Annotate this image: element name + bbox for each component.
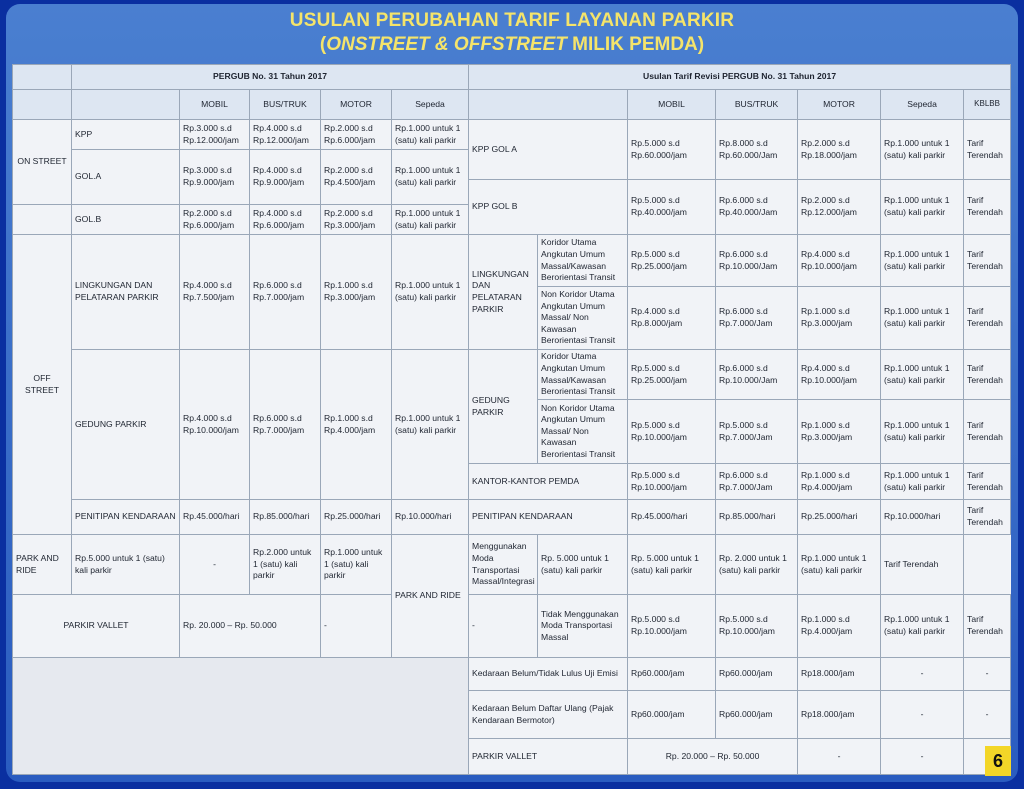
cell: Rp.5.000 s.d Rp.40.000/jam: [628, 180, 716, 235]
cell: Tarif Terendah: [964, 120, 1011, 180]
cell: Rp.1.000 untuk 1 (satu) kali parkir: [881, 464, 964, 500]
cell: -: [964, 691, 1011, 739]
cell: Rp.1.000 untuk 1 (satu) kali parkir: [881, 595, 964, 658]
row-label: KPP GOL B: [469, 180, 628, 235]
cell: Rp.4.000 s.d Rp.10.000/jam: [180, 350, 250, 500]
cell: Rp.1.000 s.d Rp.3.000/jam: [798, 287, 881, 350]
cell: Rp.5.000 s.d Rp.10.000/jam: [628, 400, 716, 464]
cell: Rp.1.000 untuk 1 (satu) kali parkir: [881, 350, 964, 400]
cell: Rp.6.000 s.d Rp.7.000/Jam: [716, 464, 798, 500]
header-blank-3: [469, 90, 628, 120]
cell: Rp.1.000 untuk 1 (satu) kali parkir: [392, 120, 469, 150]
row-label: Kedaraan Belum Daftar Ulang (Pajak Kendaraan Bermotor): [469, 691, 628, 739]
cell: Rp.25.000/hari: [321, 500, 392, 535]
sub-label: Non Koridor Utama Angkutan Umum Massal/ Non Kawasan Berorientasi Transit: [538, 287, 628, 350]
table-row: [13, 350, 1011, 400]
cell: -: [964, 658, 1011, 691]
col-r-kblbb: KBLBB: [964, 90, 1011, 120]
right-group-header: Usulan Tarif Revisi PERGUB No. 31 Tahun 2017: [469, 65, 1011, 90]
cell: Tarif Terendah: [964, 464, 1011, 500]
cell: Tarif Terendah: [881, 535, 964, 595]
header-blank-1: [13, 90, 72, 120]
tariff-table: [12, 64, 1011, 775]
cell: Rp60.000/jam: [716, 691, 798, 739]
title-italic: ONSTREET & OFFSTREET: [326, 34, 567, 55]
cell: Rp.5.000 s.d Rp.25.000/jam: [628, 235, 716, 287]
cell: Rp.5.000 s.d Rp.10.000/jam: [628, 464, 716, 500]
row-label: PENITIPAN KENDARAAN: [72, 500, 180, 535]
header-blank-2: [72, 90, 180, 120]
row-label: PARK AND RIDE: [13, 535, 72, 595]
cell: Rp.4.000 s.d Rp.6.000/jam: [250, 205, 321, 235]
cell: Rp.1.000 untuk 1 (satu) kali parkir: [881, 400, 964, 464]
row-label: KPP: [72, 120, 180, 150]
col-motor: MOTOR: [321, 90, 392, 120]
row-label: GOL.A: [72, 150, 180, 205]
row-group-label: PARK AND RIDE: [392, 535, 469, 658]
on-street-label: ON STREET: [13, 120, 72, 205]
title-line-2: [10, 34, 1014, 56]
empty-block: [13, 658, 469, 775]
col-r-sepeda: Sepeda: [881, 90, 964, 120]
cell: Rp.4.000 s.d Rp.9.000/jam: [250, 150, 321, 205]
cell: Rp.5.000 s.d Rp.25.000/jam: [628, 350, 716, 400]
row-label: PARKIR VALLET: [13, 595, 180, 658]
row-group-label: LINGKUNGAN DAN PELATARAN PARKIR: [469, 235, 538, 350]
cell: Tarif Terendah: [964, 500, 1011, 535]
cell: Rp.10.000/hari: [881, 500, 964, 535]
cell: Rp.45.000/hari: [628, 500, 716, 535]
page-number: 6: [985, 746, 1011, 776]
cell: Rp.1.000 s.d Rp.4.000/jam: [321, 350, 392, 500]
on-street-filler: [13, 205, 72, 235]
cell: Rp.3.000 s.d Rp.12.000/jam: [180, 120, 250, 150]
cell: Rp. 5.000 untuk 1 (satu) kali parkir: [538, 535, 628, 595]
cell: Tarif Terendah: [964, 595, 1011, 658]
sub-label: Koridor Utama Angkutan Umum Massal/Kawasan Berorientasi Transit: [538, 350, 628, 400]
row-label: PARKIR VALLET: [469, 739, 628, 775]
cell: Rp.1.000 s.d Rp.3.000/jam: [798, 400, 881, 464]
cell: Rp.4.000 s.d Rp.10.000/jam: [798, 235, 881, 287]
cell: Rp.1.000 untuk 1 (satu) kali parkir: [392, 350, 469, 500]
cell: Tarif Terendah: [964, 287, 1011, 350]
cell: Rp.1.000 untuk 1 (satu) kali parkir: [798, 535, 881, 595]
row-label: Kedaraan Belum/Tidak Lulus Uji Emisi: [469, 658, 628, 691]
col-r-mobil: MOBIL: [628, 90, 716, 120]
table-row: [13, 120, 1011, 150]
cell: Rp.8.000 s.d Rp.60.000/Jam: [716, 120, 798, 180]
table-row: [13, 535, 1011, 595]
cell: Tarif Terendah: [964, 400, 1011, 464]
cell: Rp.2.000 s.d Rp.18.000/jam: [798, 120, 881, 180]
cell: Tarif Terendah: [964, 235, 1011, 287]
cell: Rp.4.000 s.d Rp.8.000/jam: [628, 287, 716, 350]
cell: Rp.85.000/hari: [716, 500, 798, 535]
cell: Rp60.000/jam: [716, 658, 798, 691]
slide-title: [10, 4, 1014, 64]
cell: Tarif Terendah: [964, 180, 1011, 235]
cell: Rp.1.000 untuk 1 (satu) kali parkir: [881, 180, 964, 235]
left-group-header: PERGUB No. 31 Tahun 2017: [72, 65, 469, 90]
sub-label: Non Koridor Utama Angkutan Umum Massal/ Non Kawasan Berorientasi Transit: [538, 400, 628, 464]
row-label: KANTOR-KANTOR PEMDA: [469, 464, 628, 500]
cell: Rp.6.000 s.d Rp.7.000/Jam: [716, 287, 798, 350]
cell: Rp.5.000 untuk 1 (satu) kali parkir: [72, 535, 180, 595]
cell: Rp60.000/jam: [628, 658, 716, 691]
header-row-1: [13, 65, 1011, 90]
cell: Rp.5.000 s.d Rp.10.000/jam: [628, 595, 716, 658]
cell: Rp.6.000 s.d Rp.10.000/Jam: [716, 235, 798, 287]
cell: Rp. 20.000 – Rp. 50.000: [628, 739, 798, 775]
row-label: GEDUNG PARKIR: [72, 350, 180, 500]
cell: Rp.2.000 s.d Rp.6.000/jam: [180, 205, 250, 235]
cell: Rp.1.000 untuk 1 (satu) kali parkir: [392, 150, 469, 205]
row-group-label: GEDUNG PARKIR: [469, 350, 538, 464]
cell: -: [881, 739, 964, 775]
col-bus-truk: BUS/TRUK: [250, 90, 321, 120]
cell: Rp.4.000 s.d Rp.7.500/jam: [180, 235, 250, 350]
cell: Rp.2.000 s.d Rp.4.500/jam: [321, 150, 392, 205]
header-row-2: [13, 90, 1011, 120]
cell: Rp. 20.000 – Rp. 50.000: [180, 595, 321, 658]
sub-label: Tidak Menggunakan Moda Transportasi Massal: [538, 595, 628, 658]
sub-label: Koridor Utama Angkutan Umum Massal/Kawasan Berorientasi Transit: [538, 235, 628, 287]
cell: Rp.5.000 s.d Rp.60.000/jam: [628, 120, 716, 180]
cell: -: [180, 535, 250, 595]
cell: Rp.6.000 s.d Rp.7.000/jam: [250, 235, 321, 350]
cell: Rp. 2.000 untuk 1 (satu) kali parkir: [716, 535, 798, 595]
row-label: LINGKUNGAN DAN PELATARAN PARKIR: [72, 235, 180, 350]
cell: Rp.1.000 s.d Rp.4.000/jam: [798, 595, 881, 658]
cell: Rp.1.000 untuk 1 (satu) kali parkir: [881, 287, 964, 350]
off-street-label: OFF STREET: [13, 235, 72, 535]
col-sepeda: Sepeda: [392, 90, 469, 120]
table-row: [13, 595, 1011, 658]
title-rest: MILIK PEMDA): [566, 34, 705, 55]
cell: Rp.6.000 s.d Rp.10.000/Jam: [716, 350, 798, 400]
title-paren: (: [319, 34, 327, 55]
col-r-bus-truk: BUS/TRUK: [716, 90, 798, 120]
table-row: [13, 500, 1011, 535]
cell: Rp18.000/jam: [798, 658, 881, 691]
cell: Rp.1.000 untuk 1 (satu) kali parkir: [392, 235, 469, 350]
cell: Rp.1.000 s.d Rp.4.000/jam: [798, 464, 881, 500]
cell: Rp.4.000 s.d Rp.10.000/jam: [798, 350, 881, 400]
cell: Rp.10.000/hari: [392, 500, 469, 535]
col-r-motor: MOTOR: [798, 90, 881, 120]
cell: Rp60.000/jam: [628, 691, 716, 739]
cell: Rp.5.000 s.d Rp.10.000/jam: [716, 595, 798, 658]
header-corner: [13, 65, 72, 90]
cell: Rp.1.000 s.d Rp.3.000/jam: [321, 235, 392, 350]
cell: Rp.5.000 s.d Rp.7.000/Jam: [716, 400, 798, 464]
cell: Rp.1.000 untuk 1 (satu) kali parkir: [881, 235, 964, 287]
cell: Rp.2.000 s.d Rp.3.000/jam: [321, 205, 392, 235]
row-label: PENITIPAN KENDARAAN: [469, 500, 628, 535]
row-label: GOL.B: [72, 205, 180, 235]
cell: Rp.3.000 s.d Rp.9.000/jam: [180, 150, 250, 205]
col-mobil: MOBIL: [180, 90, 250, 120]
cell: Rp.2.000 untuk 1 (satu) kali parkir: [250, 535, 321, 595]
table-row: [13, 658, 1011, 691]
cell: Rp.2.000 s.d Rp.12.000/jam: [798, 180, 881, 235]
cell: Rp.25.000/hari: [798, 500, 881, 535]
cell: Rp.1.000 untuk 1 (satu) kali parkir: [392, 205, 469, 235]
sub-label: Menggunakan Moda Transportasi Massal/Integrasi: [469, 535, 538, 595]
cell: -: [321, 595, 392, 658]
cell: Rp.45.000/hari: [180, 500, 250, 535]
cell: Rp. 5.000 untuk 1 (satu) kali parkir: [628, 535, 716, 595]
cell: -: [881, 658, 964, 691]
cell: Rp.2.000 s.d Rp.6.000/jam: [321, 120, 392, 150]
cell: -: [881, 691, 964, 739]
title-line-1: USULAN PERUBAHAN TARIF LAYANAN PARKIR: [289, 10, 735, 31]
table-row: [13, 235, 1011, 287]
row-label: KPP GOL A: [469, 120, 628, 180]
cell: Rp.1.000 untuk 1 (satu) kali parkir: [881, 120, 964, 180]
cell: Rp.85.000/hari: [250, 500, 321, 535]
cell: Rp.6.000 s.d Rp.40.000/Jam: [716, 180, 798, 235]
cell: Tarif Terendah: [964, 350, 1011, 400]
cell: -: [469, 595, 538, 658]
cell: Rp18.000/jam: [798, 691, 881, 739]
cell: Rp.1.000 untuk 1 (satu) kali parkir: [321, 535, 392, 595]
cell: Rp.6.000 s.d Rp.7.000/jam: [250, 350, 321, 500]
cell: -: [798, 739, 881, 775]
cell: Rp.4.000 s.d Rp.12.000/jam: [250, 120, 321, 150]
